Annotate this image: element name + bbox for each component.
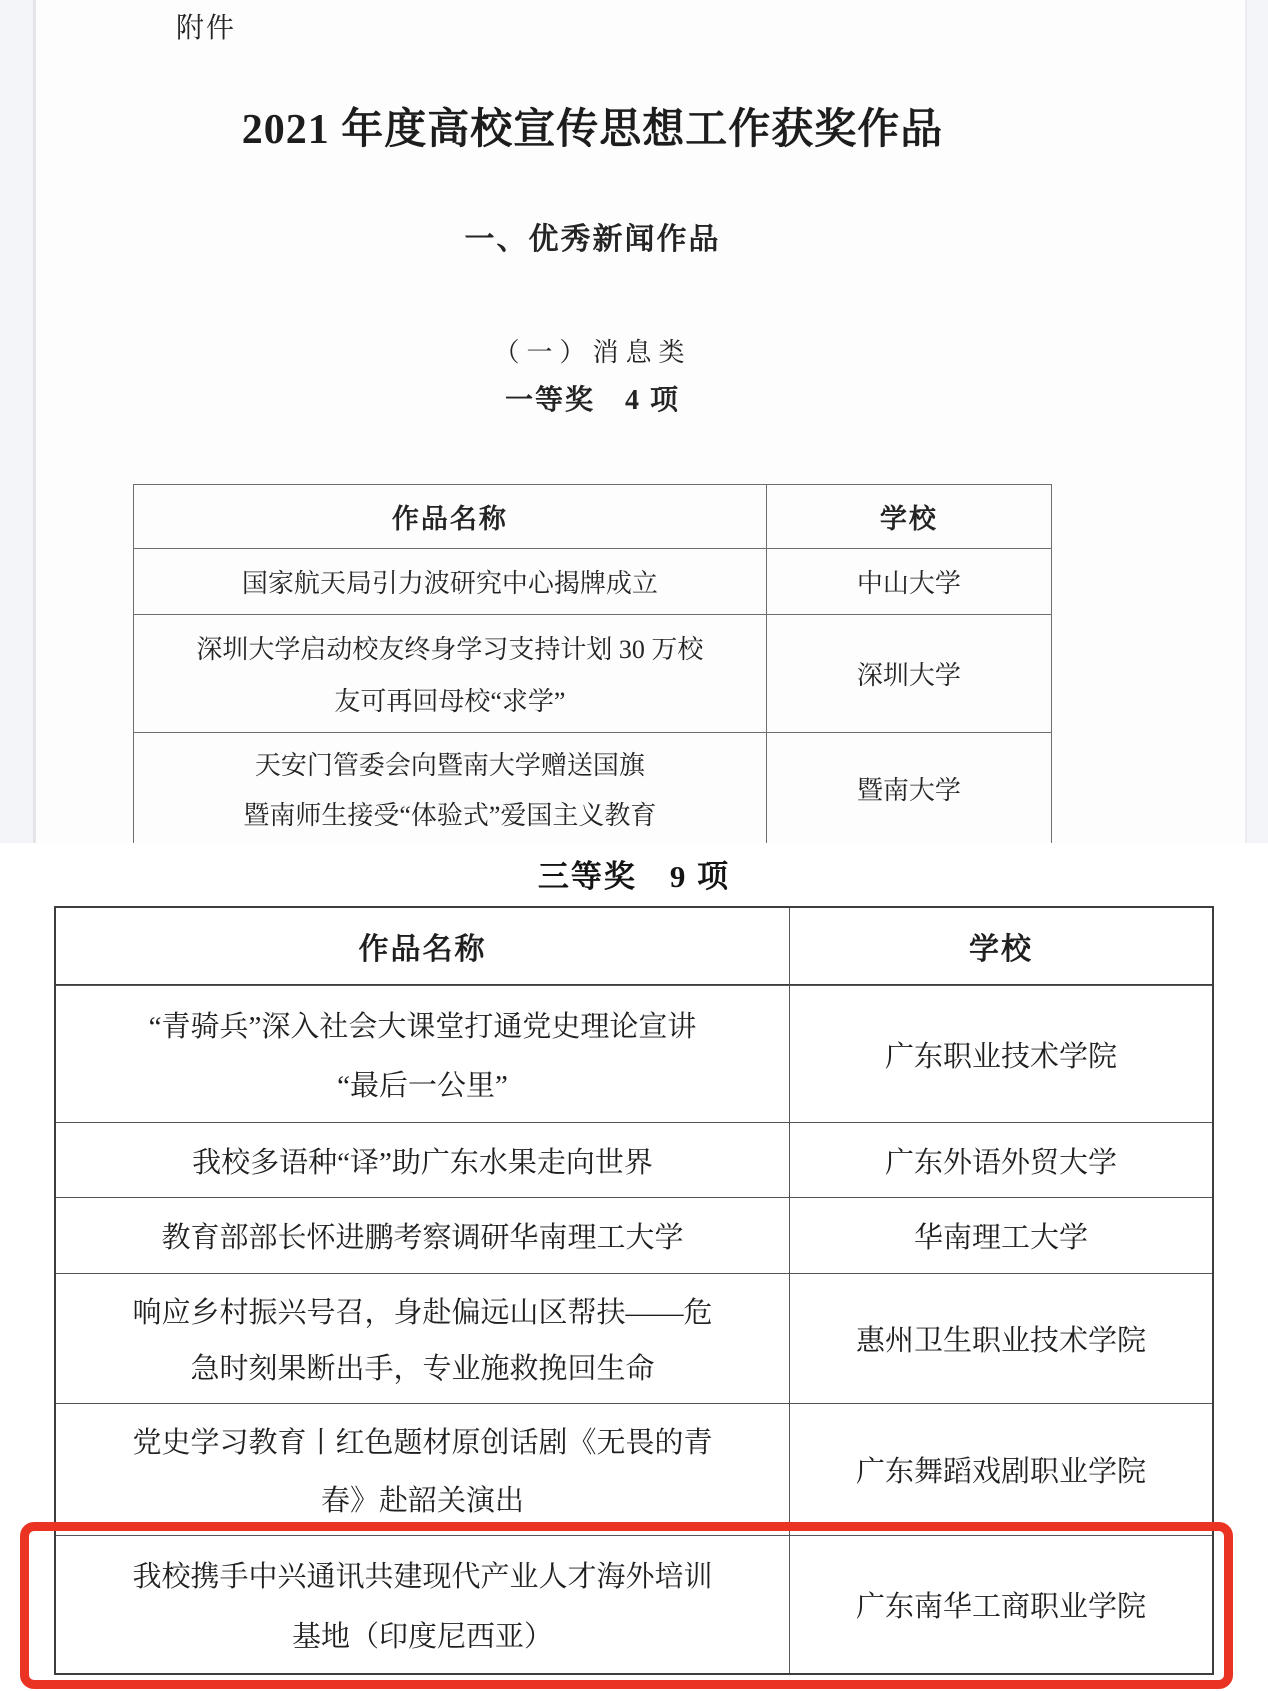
work-title-line: 我校多语种“译”助广东水果走向世界: [192, 1146, 653, 1179]
page-two-section: [0, 843, 1268, 1691]
column-header-school: 学校: [790, 908, 1212, 985]
school-cell: 广东舞蹈戏剧职业学院: [790, 1403, 1212, 1535]
column-header-school: 学校: [879, 504, 938, 534]
school-cell: 暨南大学: [767, 732, 1051, 843]
column-header-work: 作品名称: [134, 485, 767, 548]
page-right-margin: [1245, 0, 1268, 843]
work-cell: [56, 1197, 790, 1273]
category-heading: （一）消息类: [493, 338, 692, 367]
work-title-line: “最后一公里”: [337, 1070, 508, 1102]
section-heading: 一、优秀新闻作品: [464, 223, 721, 256]
third-prize-heading: 三等奖 9 项: [537, 859, 731, 894]
work-title-line: 暨南师生接受“体验式”爱国主义教育: [243, 800, 657, 830]
work-cell: [134, 732, 767, 843]
school-cell: 广东南华工商职业学院: [790, 1535, 1212, 1673]
work-title-line: 天安门管委会向暨南大学赠送国旗: [254, 751, 645, 781]
page-one-section: [0, 0, 1268, 843]
school-cell: 华南理工大学: [790, 1197, 1212, 1273]
work-title-line: 友可再回母校“求学”: [334, 686, 566, 716]
work-title-line: 教育部部长怀进鹏考察调研华南理工大学: [161, 1222, 684, 1254]
work-title-line: 党史学习教育丨红色题材原创话剧《无畏的青: [132, 1427, 713, 1460]
first-prize-heading: 一等奖 4 项: [504, 385, 680, 416]
work-cell: [56, 1273, 790, 1403]
work-title-line: 急时刻果断出手，专业施救挽回生命: [190, 1353, 655, 1386]
work-title-line: 国家航天局引力波研究中心揭牌成立: [241, 569, 658, 598]
work-title-line: “青骑兵”深入社会大课堂打通党史理论宣讲: [148, 1011, 697, 1043]
work-cell: [56, 1403, 790, 1535]
page-one: [36, 0, 1245, 843]
work-cell: [134, 548, 767, 614]
work-cell: [56, 1122, 790, 1197]
work-cell: [56, 985, 790, 1122]
document-title: 2021 年度高校宣传思想工作获奖作品: [241, 107, 944, 153]
school-cell: 惠州卫生职业技术学院: [790, 1273, 1212, 1403]
column-header-work: 作品名称: [56, 908, 790, 985]
work-title-line: 我校携手中兴通讯共建现代产业人才海外培训: [132, 1561, 713, 1594]
work-cell: [134, 614, 767, 732]
work-title-line: 响应乡村振兴号召，身赴偏远山区帮扶——危: [132, 1296, 713, 1329]
third-prize-table: [54, 906, 1214, 1675]
work-title-line: 深圳大学启动校友终身学习支持计划 30 万校: [196, 635, 704, 665]
first-prize-table: [133, 484, 1052, 843]
school-cell: 广东职业技术学院: [790, 985, 1212, 1122]
school-cell: 中山大学: [767, 548, 1051, 614]
work-title-line: 基地（印度尼西亚）: [292, 1620, 554, 1653]
work-cell: [56, 1535, 790, 1673]
work-title-line: 春》赴韶关演出: [321, 1484, 525, 1517]
school-cell: 深圳大学: [767, 614, 1051, 732]
school-cell: 广东外语外贸大学: [790, 1122, 1212, 1197]
attachment-label: 附件: [176, 13, 237, 44]
page-left-margin: [0, 0, 36, 843]
